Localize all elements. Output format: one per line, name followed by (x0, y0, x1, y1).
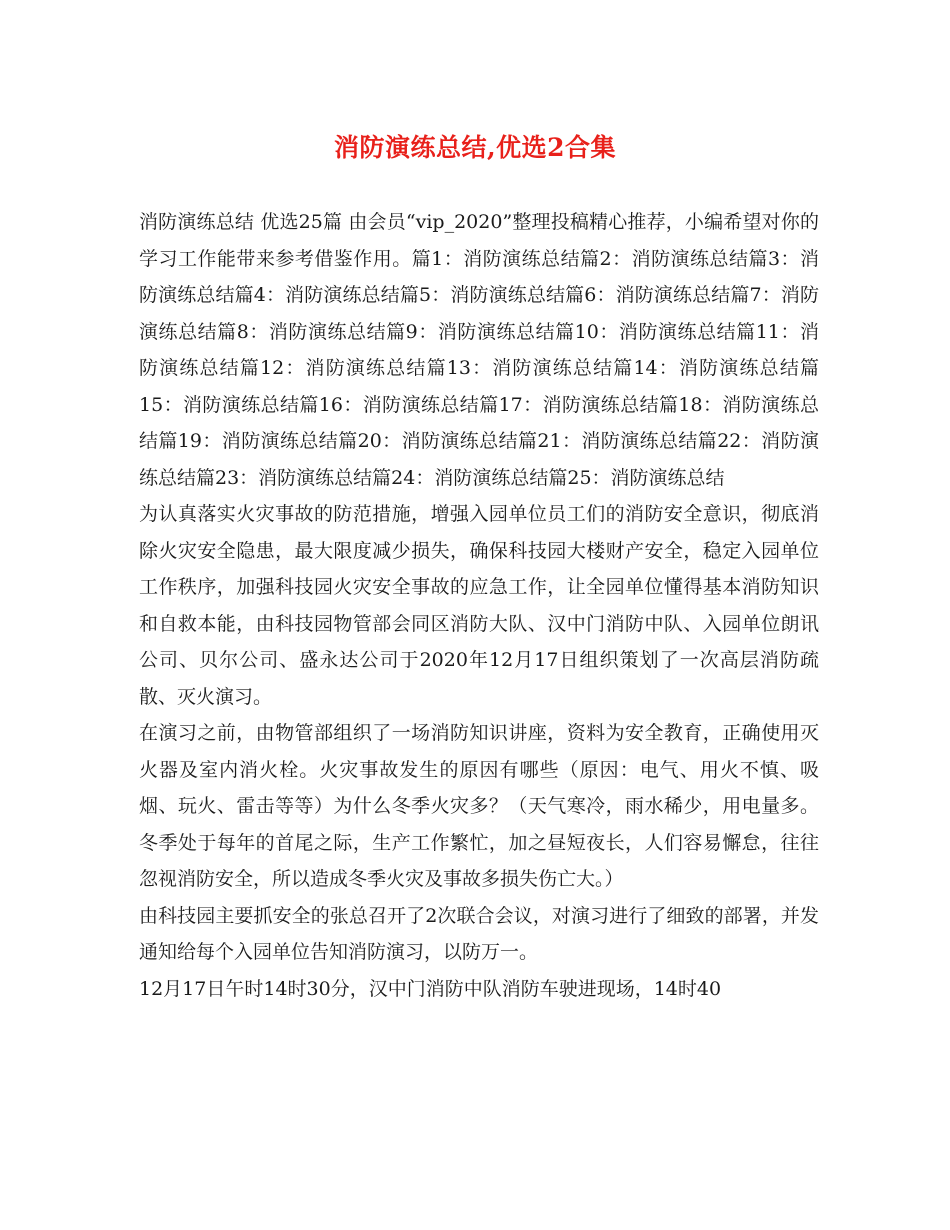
paragraph-purpose: 为认真落实火灾事故的防范措施，增强入园单位员工们的消防安全意识，彻底消除火灾安全隐患，最大限度减少损失，确保科技园大楼财产安全，稳定入园单位工作秩序，加强科技园火灾安全事故的应急工作，让全园单位懂得基本消防知识和自救本能，由科技园物管部会同区消防大队、汉中门消防中队、入园单位朗讯公司、贝尔公司、盛永达公司于2020年12月17日组织策划了一次高层消防疏散、灭火演习。 (139, 503, 819, 708)
document-body (139, 204, 819, 1007)
paragraph-drill-start: 12月17日午时14时30分，汉中门消防中队消防车驶进现场，14时40 (139, 977, 722, 1000)
paragraph-intro: 消防演练总结 优选25篇 由会员“vip_2020”整理投稿精心推荐，小编希望对你的学习工作能带来参考借鉴作用。篇1：消防演练总结篇2：消防演练总结篇3：消防演练总结篇4：消防演练总结篇5：消防演练总结篇6：消防演练总结篇7：消防演练总结篇8：消防演练总结篇9：消防演练总结篇10：消防演练总结篇11：消防演练总结篇12：消防演练总结篇13：消防演练总结篇14：消防演练总结篇15：消防演练总结篇16：消防演练总结篇17：消防演练总结篇18：消防演练总结篇19：消防演练总结篇20：消防演练总结篇21：消防演练总结篇22：消防演练总结篇23：消防演练总结篇24：消防演练总结篇25：消防演练总结 (139, 211, 819, 489)
document-title: 消防演练总结,优选2合集 (333, 133, 617, 162)
paragraph-preparation: 在演习之前，由物管部组织了一场消防知识讲座，资料为安全教育，正确使用灭火器及室内消火栓。火灾事故发生的原因有哪些（原因：电气、用火不慎、吸烟、玩火、雷击等等）为什么冬季火灾多？（天气寒冷，雨水稀少，用电量多。冬季处于每年的首尾之际，生产工作繁忙，加之昼短夜长，人们容易懈怠，往往忽视消防安全，所以造成冬季火灾及事故多损失伤亡大。） (139, 722, 819, 890)
paragraph-meeting: 由科技园主要抓安全的张总召开了2次联合会议，对演习进行了细致的部署，并发通知给每个入园单位告知消防演习，以防万一。 (139, 904, 819, 963)
